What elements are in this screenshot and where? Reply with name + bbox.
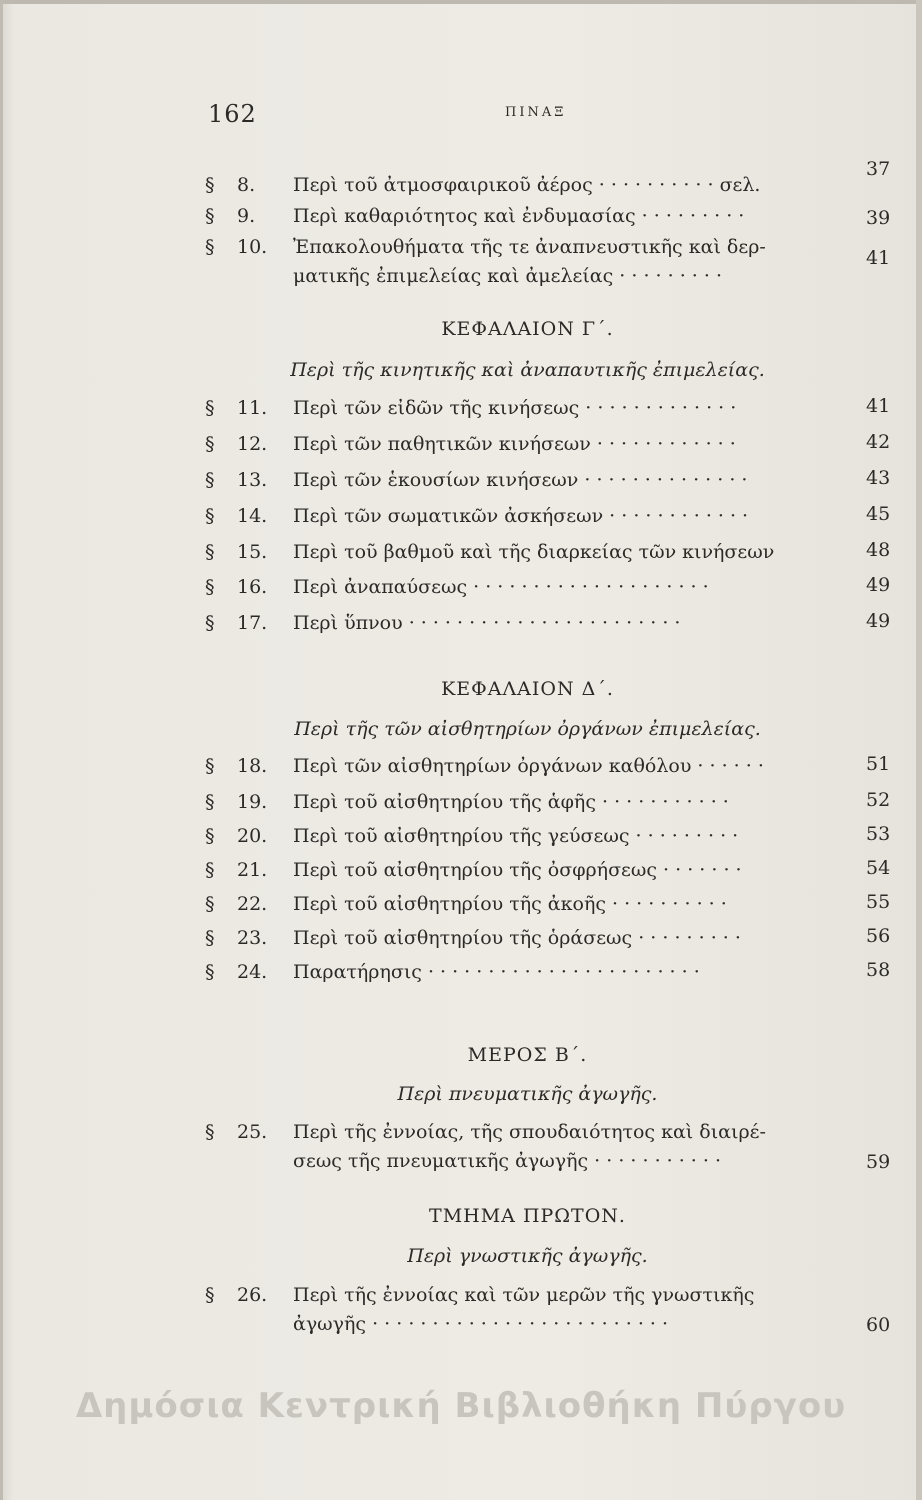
entry-title: Περὶ τοῦ αἰσθητηρίου τῆς γεύσεως · · · · · · · · ·	[293, 825, 739, 847]
chapter-subtitle: Περὶ τῆς τῶν αἰσθητηρίων ὀργάνων ἐπιμελείας.	[294, 718, 761, 740]
section-number	[205, 788, 293, 817]
entry-title-continuation: σεως τῆς πνευματικῆς ἀγωγῆς · · · · · · · · · · ·	[293, 1150, 722, 1172]
section-symbol: §	[205, 576, 215, 598]
toc-entry	[205, 573, 850, 602]
section-num: 18.	[237, 755, 268, 777]
entry-title: Περὶ τῶν αἰσθητηρίων ὀργάνων καθόλου · · · · · ·	[293, 755, 764, 777]
section-num: 11.	[237, 397, 268, 419]
page-reference: 41	[866, 395, 891, 417]
page-reference: 54	[866, 857, 891, 879]
page-reference: 49	[866, 574, 891, 596]
entry-title-continuation: ματικῆς ἐπιμελείας καὶ ἀμελείας · · · · · · · · ·	[293, 265, 722, 287]
page-reference: 48	[866, 539, 891, 561]
page-reference: 56	[866, 925, 891, 947]
toc-entry	[205, 171, 850, 200]
entry-title: Περὶ τῆς ἐννοίας καὶ τῶν μερῶν τῆς γνωστικῆς	[293, 1284, 755, 1306]
page-top-edge	[0, 0, 922, 4]
toc-entry	[205, 502, 850, 531]
page-reference: 53	[866, 823, 891, 845]
entry-title: Περὶ τῆς ἐννοίας, τῆς σπουδαιότητος καὶ διαιρέ-	[293, 1121, 766, 1143]
section-symbol: §	[205, 893, 215, 915]
toc-entry	[205, 958, 850, 987]
section-num: 13.	[237, 469, 268, 491]
section-num: 17.	[237, 612, 268, 634]
section-symbol: §	[205, 961, 215, 983]
section-symbol: §	[205, 791, 215, 813]
toc-entry	[205, 430, 850, 459]
entry-title: Περὶ τῶν σωματικῶν ἀσκήσεων · · · · · · · · · · · ·	[293, 505, 749, 527]
section-symbol: §	[205, 469, 215, 491]
section-num: 24.	[237, 961, 268, 983]
page-reference: 52	[866, 789, 891, 811]
section-symbol: §	[205, 205, 215, 227]
section-number	[205, 394, 293, 423]
section-num: 19.	[237, 791, 268, 813]
entry-title: Περὶ τῶν εἰδῶν τῆς κινήσεως · · · · · · · · · · · · ·	[293, 397, 737, 419]
toc-entry	[205, 609, 850, 638]
section-number	[205, 202, 293, 231]
section-number	[205, 1281, 293, 1310]
section-number	[205, 502, 293, 531]
section-symbol: §	[205, 174, 215, 196]
chapter-heading: ΤΜΗΜΑ ΠΡΩΤΟΝ.	[429, 1205, 626, 1227]
section-number	[205, 890, 293, 919]
entry-title: Περὶ τῶν παθητικῶν κινήσεων · · · · · · · · · · · ·	[293, 433, 736, 455]
entry-title: Περὶ τοῦ ἀτμοσφαιρικοῦ ἀέρος · · · · · · · · · · σελ.	[293, 174, 761, 196]
section-number	[205, 752, 293, 781]
running-title: ΠΙΝΑΞ	[505, 105, 567, 120]
section-number	[205, 538, 293, 567]
entry-title: Περὶ τοῦ αἰσθητηρίου τῆς ἀκοῆς · · · · · · · · · ·	[293, 893, 727, 915]
toc-entry	[205, 822, 850, 851]
section-num: 21.	[237, 859, 268, 881]
toc-entry	[205, 466, 850, 495]
section-num: 15.	[237, 541, 268, 563]
library-watermark: Δημόσια Κεντρική Βιβλιοθήκη Πύργου	[75, 1386, 847, 1426]
toc-entry	[205, 1281, 850, 1339]
section-symbol: §	[205, 612, 215, 634]
page-right-edge	[916, 0, 922, 1500]
page-number: 162	[208, 100, 257, 128]
chapter-subtitle: Περὶ τῆς κινητικῆς καὶ ἀναπαυτικῆς ἐπιμελείας.	[290, 359, 765, 381]
section-num: 10.	[237, 236, 268, 258]
section-number	[205, 1118, 293, 1147]
page-reference: 41	[866, 247, 891, 269]
entry-title: Περὶ τοῦ αἰσθητηρίου τῆς ὀσφρήσεως · · · · · · ·	[293, 859, 742, 881]
section-num: 23.	[237, 927, 268, 949]
section-symbol: §	[205, 1284, 215, 1306]
chapter-subtitle: Περὶ γνωστικῆς ἀγωγῆς.	[407, 1245, 648, 1267]
section-num: 8.	[237, 174, 256, 196]
entry-title-continuation: ἀγωγῆς · · · · · · · · · · · · · · · · · · · · · · · · ·	[293, 1313, 669, 1335]
page-reference: 51	[866, 753, 891, 775]
section-number	[205, 171, 293, 200]
page-reference: 39	[866, 207, 891, 229]
page-reference: 60	[866, 1314, 891, 1336]
page-reference: 55	[866, 891, 891, 913]
section-number	[205, 430, 293, 459]
section-symbol: §	[205, 236, 215, 258]
toc-entry	[205, 1118, 850, 1176]
section-number	[205, 924, 293, 953]
section-number	[205, 958, 293, 987]
section-symbol: §	[205, 825, 215, 847]
section-number	[205, 573, 293, 602]
chapter-heading: ΚΕΦΑΛΑΙΟΝ Γ΄.	[441, 318, 614, 340]
section-num: 25.	[237, 1121, 268, 1143]
section-num: 16.	[237, 576, 268, 598]
section-number	[205, 822, 293, 851]
section-num: 26.	[237, 1284, 268, 1306]
page-reference: 59	[866, 1151, 891, 1173]
page-reference: 49	[866, 610, 891, 632]
toc-entry	[205, 856, 850, 885]
toc-entry	[205, 202, 850, 231]
toc-entry	[205, 394, 850, 423]
section-number	[205, 856, 293, 885]
entry-title: Περὶ τοῦ αἰσθητηρίου τῆς ὁράσεως · · · · · · · · ·	[293, 927, 741, 949]
page-reference: 37	[866, 158, 891, 180]
entry-title: Παρατήρησις · · · · · · · · · · · · · · · · · · · · · · ·	[293, 961, 700, 983]
section-symbol: §	[205, 755, 215, 777]
section-num: 12.	[237, 433, 268, 455]
entry-title: Ἐπακολουθήματα τῆς τε ἀναπνευστικῆς καὶ δερ-	[293, 236, 766, 258]
toc-entry	[205, 538, 850, 567]
section-number	[205, 233, 293, 262]
toc-entry	[205, 924, 850, 953]
page-reference: 43	[866, 467, 891, 489]
toc-entry	[205, 890, 850, 919]
toc-entry	[205, 752, 850, 781]
chapter-subtitle: Περὶ πνευματικῆς ἀγωγῆς.	[397, 1083, 658, 1105]
section-symbol: §	[205, 541, 215, 563]
section-symbol: §	[205, 1121, 215, 1143]
section-symbol: §	[205, 397, 215, 419]
section-num: 9.	[237, 205, 256, 227]
page-reference: 58	[866, 959, 891, 981]
toc-entry	[205, 788, 850, 817]
section-number	[205, 609, 293, 638]
section-num: 14.	[237, 505, 268, 527]
section-symbol: §	[205, 505, 215, 527]
entry-title: Περὶ τοῦ αἰσθητηρίου τῆς ἁφῆς · · · · · · · · · · ·	[293, 791, 729, 813]
page-reference: 42	[866, 431, 891, 453]
section-num: 20.	[237, 825, 268, 847]
page-reference: 45	[866, 503, 891, 525]
chapter-heading: ΜΕΡΟΣ Β΄.	[467, 1044, 588, 1066]
section-symbol: §	[205, 433, 215, 455]
entry-title: Περὶ τῶν ἑκουσίων κινήσεων · · · · · · · · · · · · · ·	[293, 469, 748, 491]
entry-title: Περὶ ὕπνου · · · · · · · · · · · · · · · · · · · · · · ·	[293, 612, 681, 634]
toc-entry	[205, 233, 850, 291]
section-number	[205, 466, 293, 495]
page-left-edge	[0, 0, 3, 1500]
section-symbol: §	[205, 927, 215, 949]
section-num: 22.	[237, 893, 268, 915]
entry-title: Περὶ ἀναπαύσεως · · · · · · · · · · · · · · · · · · · ·	[293, 576, 709, 598]
chapter-heading: ΚΕΦΑΛΑΙΟΝ Δ΄.	[441, 678, 614, 700]
section-symbol: §	[205, 859, 215, 881]
entry-title: Περὶ τοῦ βαθμοῦ καὶ τῆς διαρκείας τῶν κινήσεων	[293, 541, 775, 563]
entry-title: Περὶ καθαριότητος καὶ ἐνδυμασίας · · · · · · · · ·	[293, 205, 745, 227]
